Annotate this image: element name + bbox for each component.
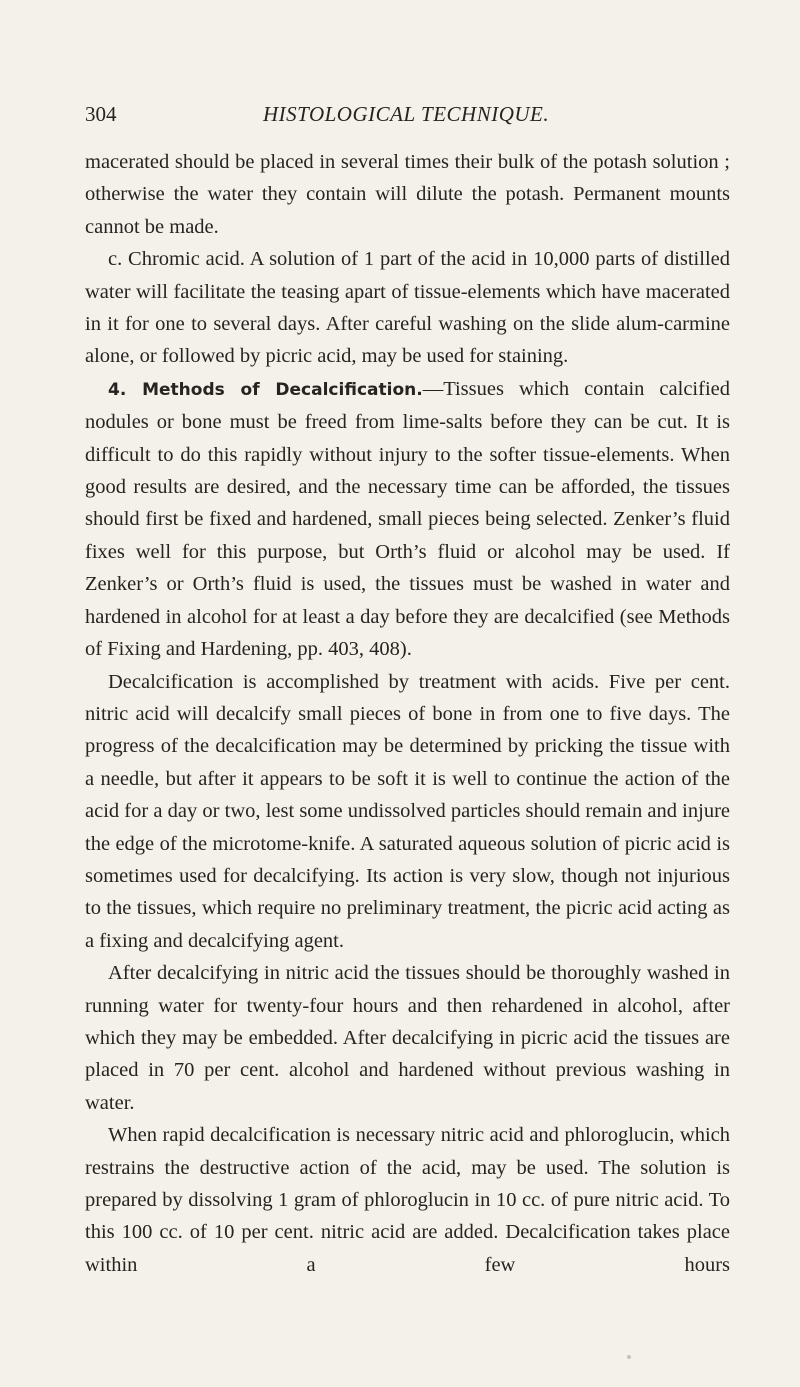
paragraph-decalcification-text: —Tissues which contain calcified nodules or bone must be freed from lime-salts before they can be cut. It is difficult to do this rapidly without injury to the softer tissue-elements. When good results are desired, and the necessary time can be afforded, the tissues should first be fixed and hardened, small pieces being selected. Zenker’s fluid fixes well for this purpose, but Orth’s fluid or alcohol may be used. If Zenker’s or Orth’s fluid is used, the tissues must be washed in water and hardened in alcohol for at least a day before they are decalcified (see Methods of Fixing and Hardening, pp. 403, 408).	[85, 377, 730, 661]
body-text	[85, 146, 730, 1281]
running-head	[85, 98, 730, 130]
paragraph-maceration-continued: macerated should be placed in several times their bulk of the potash solution ; otherwise the water they contain will dilute the potash. Permanent mounts cannot be made.	[85, 151, 730, 238]
section-heading-decalcification: 4. Methods of Decalcification.	[108, 379, 423, 400]
paragraph-chromic-acid: c. Chromic acid. A solution of 1 part of the acid in 10,000 parts of distilled water will facilitate the teasing apart of tissue-elements which have macerated in it for one to several days. After careful washing on the slide alum-carmine alone, or followed by picric acid, may be used for staining.	[85, 248, 730, 368]
paragraph-acid-treatment: Decalcification is accomplished by treatment with acids. Five per cent. nitric acid will decalcify small pieces of bone in from one to five days. The progress of the decalcification may be determined by pricking the tissue with a needle, but after it appears to be soft it is well to continue the action of the acid for a day or two, lest some undissolved particles should remain and injure the edge of the microtome-knife. A saturated aqueous solution of picric acid is sometimes used for decalcifying. Its action is very slow, though not injurious to the tissues, which require no preliminary treatment, the picric acid acting as a fixing and decalcifying agent.	[85, 670, 730, 952]
running-title: HISTOLOGICAL TECHNIQUE.	[263, 102, 550, 126]
book-page	[85, 98, 730, 1281]
page-number: 304	[85, 102, 117, 126]
paragraph-decalcification-intro	[85, 373, 730, 666]
paragraph-after-decalcifying: After decalcifying in nitric acid the tissues should be thoroughly washed in running water for twenty-four hours and then rehardened in alcohol, after which they may be embedded. After decalcifying in picric acid the tissues are placed in 70 per cent. alcohol and hardened without previous washing in water.	[85, 962, 730, 1114]
paper-speck	[627, 1355, 631, 1359]
paragraph-phloroglucin: When rapid decalcification is necessary nitric acid and phloroglucin, which restrains the destructive action of the acid, may be used. The solution is prepared by dissolving 1 gram of phloroglucin in 10 cc. of pure nitric acid. To this 100 cc. of 10 per cent. nitric acid are added. Decalcification takes place within a few hours	[85, 1124, 730, 1276]
